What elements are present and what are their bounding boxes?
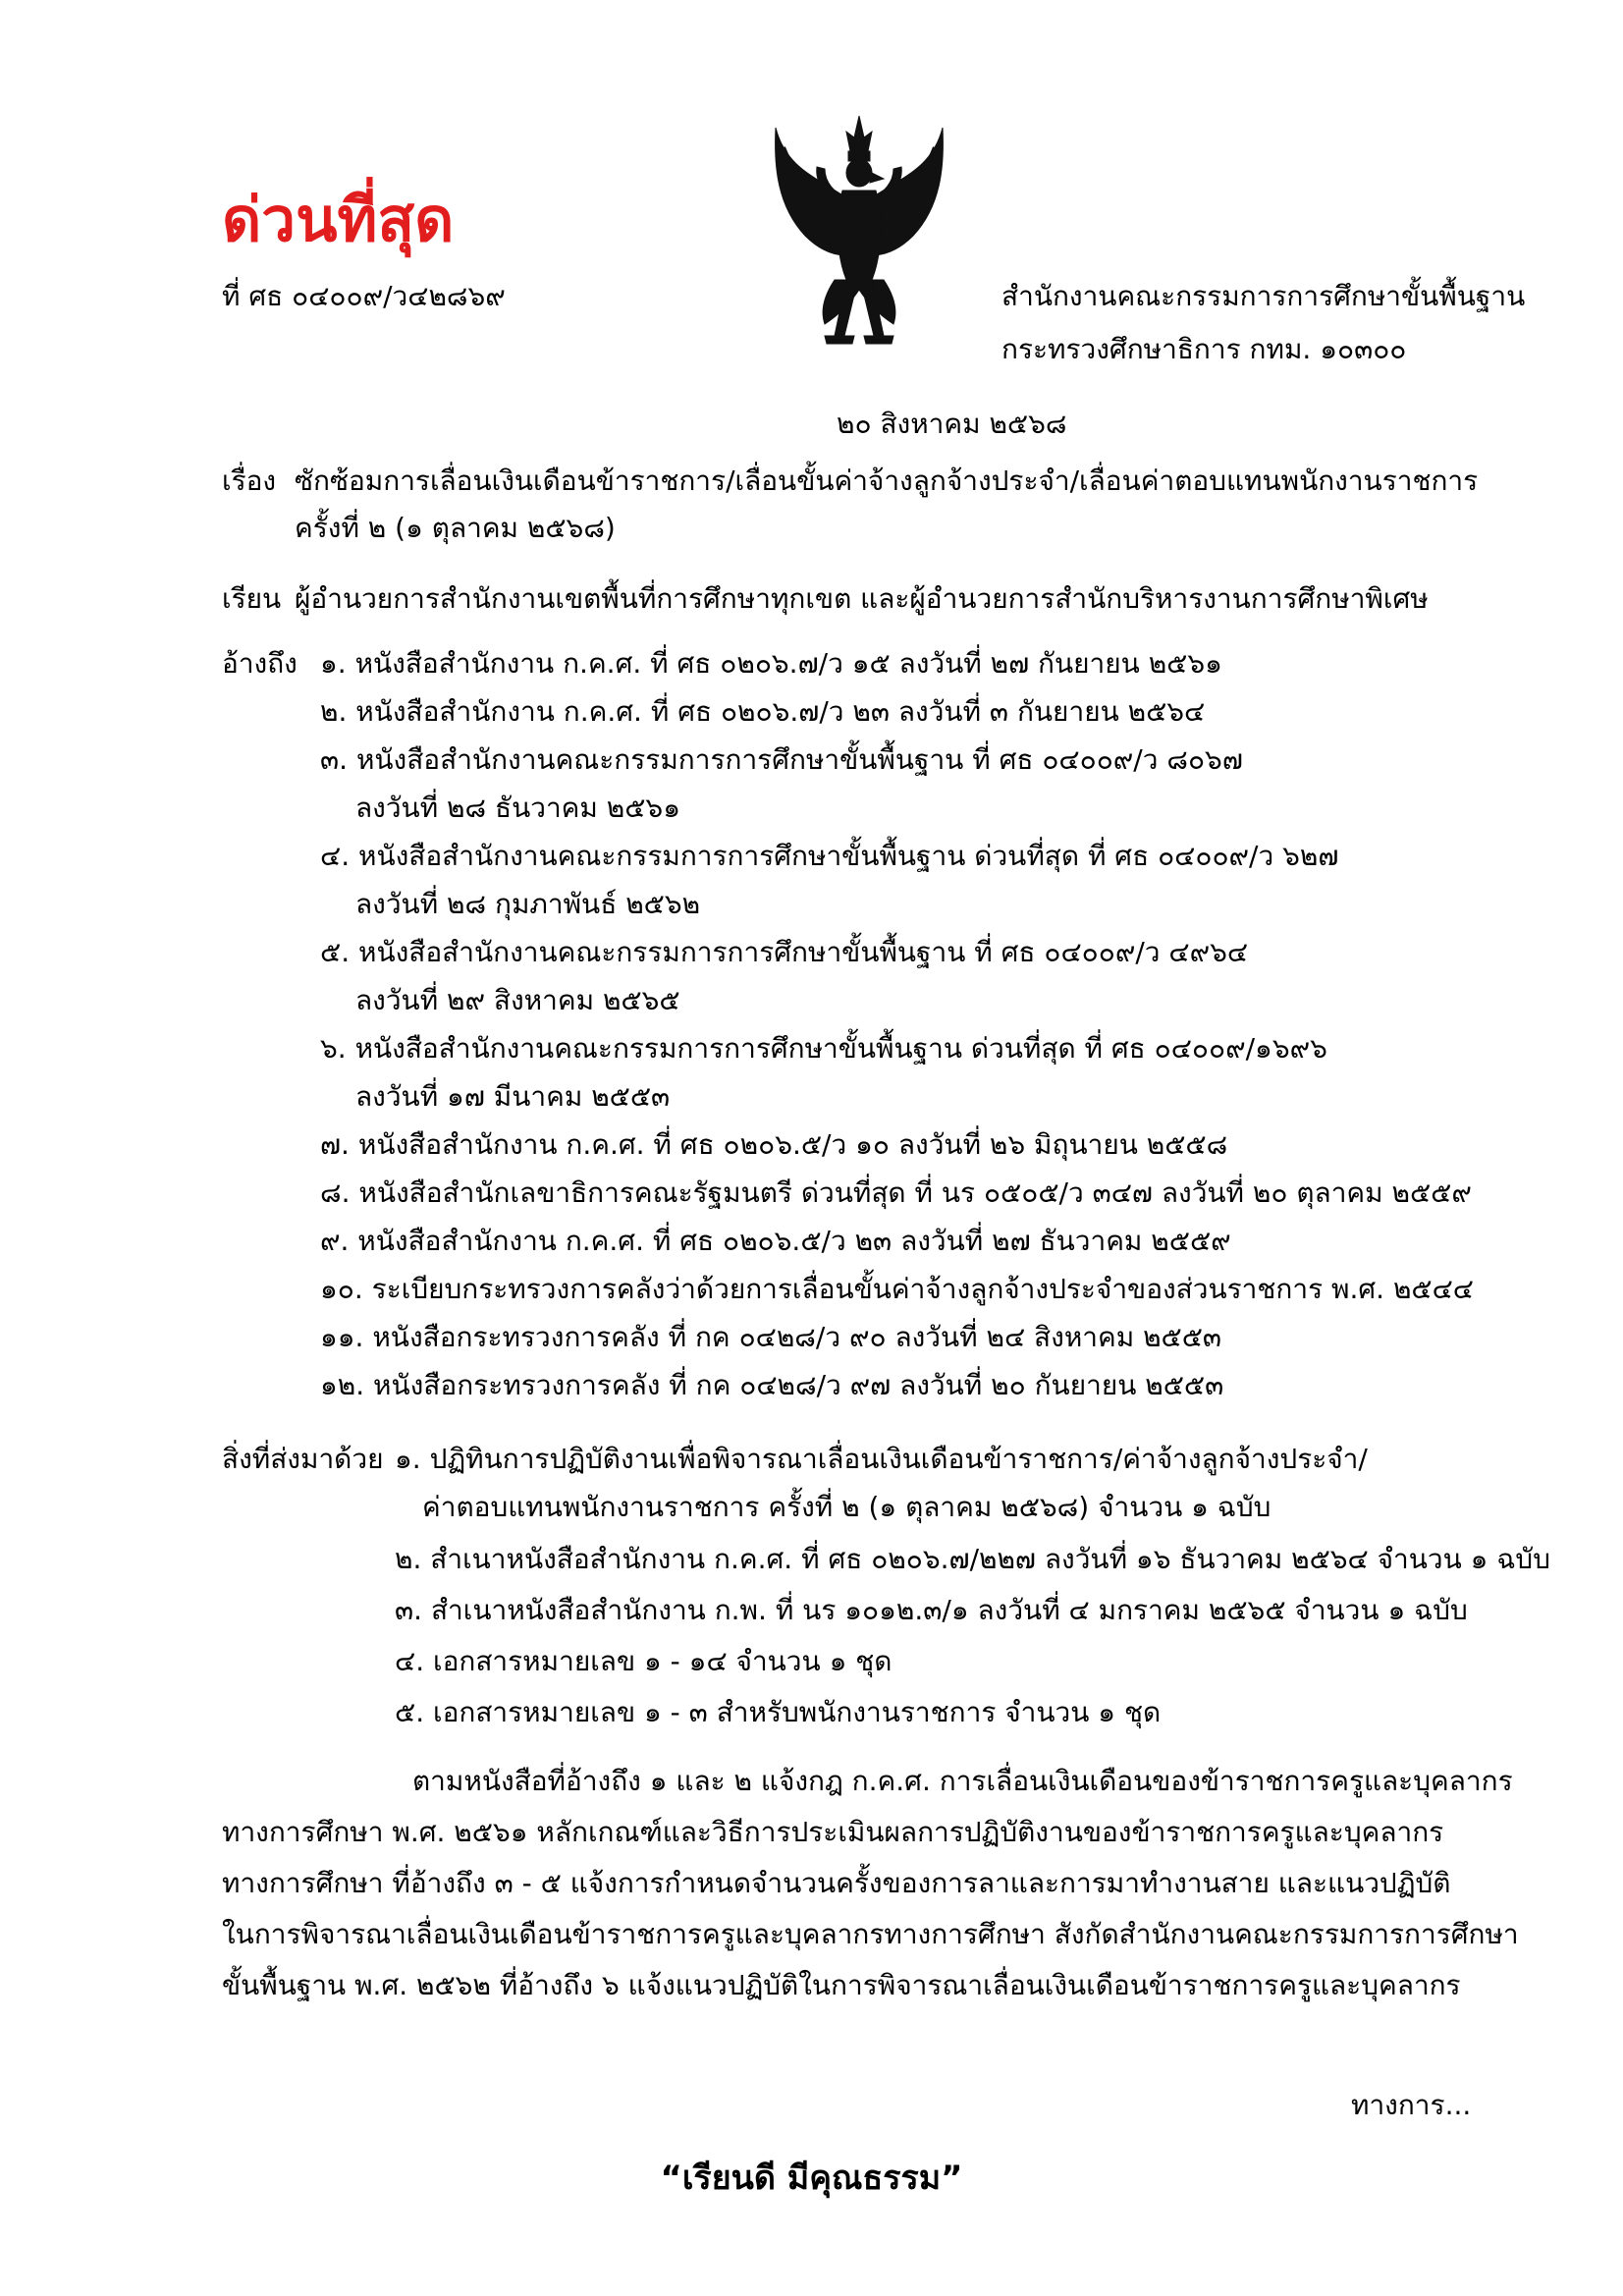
body-line: ตามหนังสือที่อ้างถึง ๑ และ ๒ แจ้งกฎ ก.ค.ศ. การเลื่อนเงินเดือนของข้าราชการครูและบุคลากร	[412, 1765, 1513, 1797]
reference-line: ๑๒. หนังสือกระทรวงการคลัง ที่ กค ๐๔๒๘/ว ๙๗ ลงวันที่ ๒๐ กันยายน ๒๕๕๓	[320, 1369, 1224, 1401]
reference-line: ลงวันที่ ๒๙ สิงหาคม ๒๕๖๕	[355, 984, 680, 1016]
body-line: ในการพิจารณาเลื่อนเงินเดือนข้าราชการครูและบุคลากรทางการศึกษา สังกัดสำนักงานคณะกรรมการการศึกษา	[222, 1918, 1519, 1950]
enclosure-line: ๓. สำเนาหนังสือสำนักงาน ก.พ. ที่ นร ๑๐๑๒.๓/๑ ลงวันที่ ๔ มกราคม ๒๕๖๕ จำนวน ๑ ฉบับ	[395, 1594, 1468, 1626]
reference-line: ๑๐. ระเบียบกระทรวงการคลังว่าด้วยการเลื่อนขั้นค่าจ้างลูกจ้างประจำของส่วนราชการ พ.ศ. ๒๕๔๔	[320, 1273, 1474, 1305]
office-address: กระทรวงศึกษาธิการ กทม. ๑๐๓๐๐	[1001, 333, 1407, 365]
body-line: ทางการศึกษา พ.ศ. ๒๕๖๑ หลักเกณฑ์และวิธีการประเมินผลการปฏิบัติงานของข้าราชการครูและบุคลากร	[222, 1816, 1444, 1848]
recipient-text: ผู้อำนวยการสำนักงานเขตพื้นที่การศึกษาทุกเขต และผู้อำนวยการสำนักบริหารงานการศึกษาพิเศษ	[295, 582, 1429, 615]
reference-line: ๕. หนังสือสำนักงานคณะกรรมการการศึกษาขั้นพื้นฐาน ที่ ศธ ๐๔๐๐๙/ว ๔๙๖๔	[320, 936, 1249, 968]
subject-label: เรื่อง	[222, 465, 277, 497]
office-name: สำนักงานคณะกรรมการการศึกษาขั้นพื้นฐาน	[1001, 280, 1526, 312]
body-line: ขั้นพื้นฐาน พ.ศ. ๒๕๖๒ ที่อ้างถึง ๖ แจ้งแนวปฏิบัติในการพิจารณาเลื่อนเงินเดือนข้าราชการครูและบุคลากร	[222, 1969, 1461, 2001]
subject-line: ซักซ้อมการเลื่อนเงินเดือนข้าราชการ/เลื่อนขั้นค่าจ้างลูกจ้างประจำ/เลื่อนค่าตอบแทนพนักงานราชการ	[295, 465, 1479, 497]
reference-line: ๗. หนังสือสำนักงาน ก.ค.ศ. ที่ ศธ ๐๒๐๖.๕/ว ๑๐ ลงวันที่ ๒๖ มิถุนายน ๒๕๕๘	[320, 1128, 1228, 1161]
reference-line: ๙. หนังสือสำนักงาน ก.ค.ศ. ที่ ศธ ๐๒๐๖.๕/ว ๒๓ ลงวันที่ ๒๗ ธันวาคม ๒๕๕๙	[320, 1225, 1231, 1257]
reference-line: ๓. หนังสือสำนักงานคณะกรรมการการศึกษาขั้นพื้นฐาน ที่ ศธ ๐๔๐๐๙/ว ๘๐๖๗	[320, 743, 1243, 776]
document-date: ๒๐ สิงหาคม ๒๕๖๘	[837, 408, 1067, 440]
body-line: ทางการศึกษา ที่อ้างถึง ๓ - ๕ แจ้งการกำหนดจำนวนครั้งของการลาและการมาทำงานสาย และแนวปฏิบัติ	[222, 1867, 1451, 1899]
reference-line: ลงวันที่ ๑๗ มีนาคม ๒๕๕๓	[355, 1080, 671, 1113]
subject-line: ครั้งที่ ๒ (๑ ตุลาคม ๒๕๖๘)	[295, 512, 616, 544]
reference-line: ๖. หนังสือสำนักงานคณะกรรมการการศึกษาขั้นพื้นฐาน ด่วนที่สุด ที่ ศธ ๐๔๐๐๙/๑๖๙๖	[320, 1032, 1327, 1065]
references-label: อ้างถึง	[222, 647, 298, 680]
reference-line: ๒. หนังสือสำนักงาน ก.ค.ศ. ที่ ศธ ๐๒๐๖.๗/ว ๒๓ ลงวันที่ ๓ กันยายน ๒๕๖๔	[320, 695, 1206, 728]
reference-line: ลงวันที่ ๒๘ ธันวาคม ๒๕๖๑	[355, 792, 680, 824]
continuation-marker: ทางการ...	[1351, 2089, 1472, 2121]
urgent-label: ด่วนที่สุด	[222, 184, 455, 255]
document-number: ที่ ศธ ๐๔๐๐๙/ว๔๒๘๖๙	[222, 280, 506, 312]
enclosure-line: ๑. ปฏิทินการปฏิบัติงานเพื่อพิจารณาเลื่อนเงินเดือนข้าราชการ/ค่าจ้างลูกจ้างประจำ/	[395, 1443, 1368, 1475]
reference-line: ๑. หนังสือสำนักงาน ก.ค.ศ. ที่ ศธ ๐๒๐๖.๗/ว ๑๕ ลงวันที่ ๒๗ กันยายน ๒๕๖๑	[320, 647, 1222, 680]
reference-line: ลงวันที่ ๒๘ กุมภาพันธ์ ๒๕๖๒	[355, 888, 701, 920]
reference-line: ๘. หนังสือสำนักเลขาธิการคณะรัฐมนตรี ด่วนที่สุด ที่ นร ๐๕๐๕/ว ๓๔๗ ลงวันที่ ๒๐ ตุลาคม ๒๕๕๙	[320, 1176, 1472, 1209]
enclosure-line: ๔. เอกสารหมายเลข ๑ - ๑๔ จำนวน ๑ ชุด	[395, 1645, 893, 1677]
enclosure-line: ๒. สำเนาหนังสือสำนักงาน ก.ค.ศ. ที่ ศธ ๐๒๐๖.๗/๒๒๗ ลงวันที่ ๑๖ ธันวาคม ๒๕๖๔ จำนวน ๑ ฉบับ	[395, 1543, 1550, 1575]
reference-line: ๑๑. หนังสือกระทรวงการคลัง ที่ กค ๐๔๒๘/ว ๙๐ ลงวันที่ ๒๔ สิงหาคม ๒๕๕๓	[320, 1321, 1222, 1353]
motto: “เรียนดี มีคุณธรรม”	[660, 2159, 963, 2198]
enclosure-line: ๕. เอกสารหมายเลข ๑ - ๓ สำหรับพนักงานราชการ จำนวน ๑ ชุด	[395, 1696, 1162, 1728]
reference-line: ๔. หนังสือสำนักงานคณะกรรมการการศึกษาขั้นพื้นฐาน ด่วนที่สุด ที่ ศธ ๐๔๐๐๙/ว ๖๒๗	[320, 840, 1339, 872]
garuda-emblem	[766, 108, 952, 354]
enclosure-line: ค่าตอบแทนพนักงานราชการ ครั้งที่ ๒ (๑ ตุลาคม ๒๕๖๘) จำนวน ๑ ฉบับ	[422, 1491, 1271, 1523]
enclosures-label: สิ่งที่ส่งมาด้วย	[222, 1443, 384, 1475]
recipient-label: เรียน	[222, 582, 282, 615]
